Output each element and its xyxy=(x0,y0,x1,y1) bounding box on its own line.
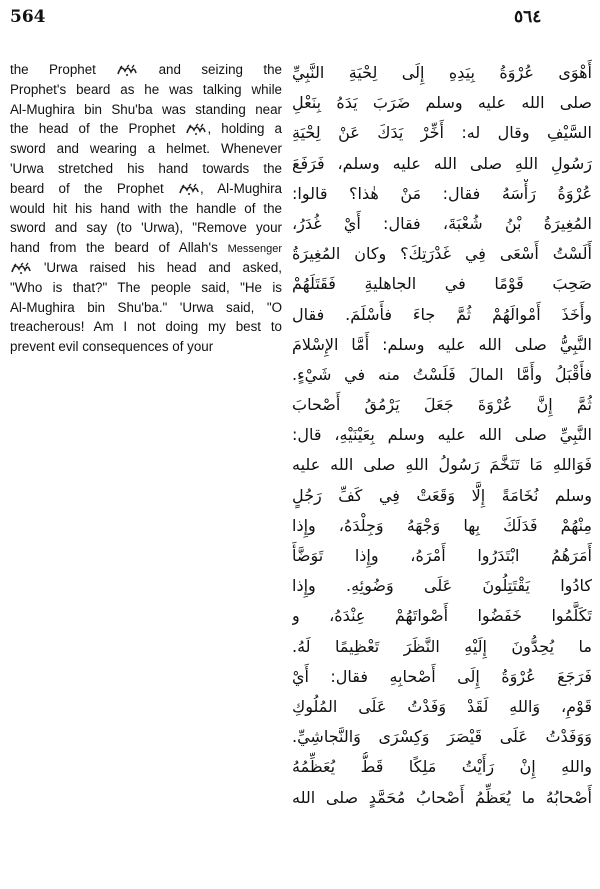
english-text: the head of the Prophet xyxy=(10,121,186,137)
english-text: would hit his hand with the handle of the xyxy=(10,200,282,216)
english-line xyxy=(10,199,282,219)
arabic-line: قَوْمِ، وَاللهِ لَقَدْ وَفَدْتُ عَلَى المُلُوكِ xyxy=(292,696,592,716)
english-translation xyxy=(10,60,282,357)
english-text: treacherous! Am I not doing my best to xyxy=(10,319,282,335)
english-line xyxy=(10,238,282,258)
english-text: "Who is that?" The people said, "He is xyxy=(10,279,282,295)
arabic-line: صلى الله عليه وسلم ضَرَبَ يَدَهُ بِنَعْلِ xyxy=(292,93,592,113)
arabic-line: النَّبِيُّ صلى الله عليه وسلم: أَمَّا الإِسْلامَ xyxy=(292,334,592,354)
english-line xyxy=(10,139,282,159)
arabic-line: وَوَفَدْتُ عَلَى قَيْصَرَ وَكِسْرَى وَالنَّجاشِيِّ. xyxy=(292,727,592,747)
arabic-line: عُرْوَةُ رَأْسَهُ فقال: مَنْ هٰذا؟ قالوا: xyxy=(292,183,592,203)
english-line xyxy=(10,337,282,357)
english-text: sword and wearing a helmet. Whenever xyxy=(10,141,282,157)
arabic-line: أَمَرَهُمُ ابْتَدَرُوا أَمْرَهُ، وإِذا تَوَضَّأَ xyxy=(292,546,592,565)
english-line xyxy=(10,119,282,139)
arabic-line: فَوَاللهِ مَا تَنَخَّمَ رَسُولُ اللهِ صلى الله عليه xyxy=(292,455,592,475)
arabic-line: أَهْوَى عُرْوَةُ بِيَدِهِ إِلَى لِحْيَةِ النَّبِيِّ xyxy=(292,63,592,82)
arabic-line: رَسُولِ اللهِ صلى الله عليه وسلم، فَرَفَعَ xyxy=(292,153,592,173)
peace-be-upon-him-seal-icon xyxy=(178,181,200,196)
arabic-line: أَصْحابُهُ ما يُعَظِّمُ أَصْحابُ مُحَمَّدٍ صلى الله xyxy=(292,787,592,807)
arabic-line: فَرَجَعَ عُرْوَةُ إِلَى أَصْحابِهِ فقال: أَيْ xyxy=(292,666,592,686)
english-text: , Al-Mughira xyxy=(200,180,282,196)
arabic-line: كادُوا يَقْتَتِلُونَ عَلَى وَضُوئِهِ. وإِذا xyxy=(292,576,592,596)
english-line xyxy=(10,218,282,238)
english-text: beard of the Prophet xyxy=(10,180,178,196)
english-line xyxy=(10,317,282,337)
arabic-line: النَّبِيِّ صلى الله عليه وسلم بِعَيْنَيْهِ، قال: xyxy=(292,425,592,445)
english-line xyxy=(10,258,282,278)
peace-be-upon-him-seal-icon xyxy=(116,62,138,77)
arabic-line: صَحِبَ قَوْمًا في الجاهليةِ فَقَتَلَهُمْ xyxy=(292,274,592,294)
english-text: Al-Mughira bin Shu'ba was standing near xyxy=(10,101,282,117)
arabic-line: المُغِيرَةُ بْنُ شُعْبَةَ، فقال: أَيْ غُدَرُ، xyxy=(292,213,592,233)
arabic-line: واللهِ إِنْ رَأَيْتُ مَلِكًا قَطُّ يُعَظِّمُهُ xyxy=(292,757,592,777)
arabic-line: السَّيْفِ وقال له: أَخِّرْ يَدَكَ عَنْ لِحْيَةِ xyxy=(292,123,592,143)
arabic-line: وسلم نُخَامَةً إِلَّا وَقَعَتْ فِي كَفِّ رَجُلٍ xyxy=(292,485,592,505)
english-line xyxy=(10,80,282,100)
english-line xyxy=(10,179,282,199)
peace-be-upon-him-seal-icon xyxy=(185,121,207,136)
english-line xyxy=(10,159,282,179)
english-line xyxy=(10,60,282,80)
english-text: sword and say (to 'Urwa), "Remove your xyxy=(10,220,282,236)
english-line xyxy=(10,100,282,120)
english-text: 'Urwa raised his head and asked, xyxy=(32,259,282,275)
english-text: the Prophet xyxy=(10,62,117,77)
english-text: Prophet's beard as he was talking while xyxy=(10,81,282,97)
english-text: Messenger xyxy=(227,243,282,256)
arabic-line: وأَخَذَ أَمْوالَهُمْ ثُمَّ جاءَ فأَسْلَمَ. فقال xyxy=(292,304,592,324)
page-number-latin: 564 xyxy=(10,7,46,27)
page-number-arabic: ٥٦٤ xyxy=(514,7,542,27)
arabic-line: ثُمَّ إِنَّ عُرْوَةَ جَعَلَ يَرْمُقُ أَصْحابَ xyxy=(292,395,592,415)
arabic-line: تَكَلَّمُوا خَفَضُوا أَصْواتَهُمْ عِنْدَهُ، و xyxy=(292,606,592,626)
arabic-line: مِنْهُمْ فَدَلَكَ بِها وَجْهَهُ وَجِلْدَهُ، وإِذا xyxy=(292,515,592,535)
english-line xyxy=(10,278,282,298)
english-line xyxy=(10,298,282,318)
english-text: and seizing the xyxy=(138,62,282,77)
english-text: hand from the beard of Allah's xyxy=(10,240,228,256)
english-text: prevent evil consequences of your xyxy=(10,339,214,355)
arabic-line: ما يُحِدُّونَ إِلَيْهِ النَّظَرَ تَعْظِيمًا لَهُ. xyxy=(292,636,592,656)
arabic-text xyxy=(292,58,592,813)
english-text: Al-Mughira bin Shu'ba." 'Urwa said, "O xyxy=(10,299,282,315)
english-text: 'Urwa stretched his hand towards the xyxy=(10,160,282,176)
arabic-line: أَلَسْتُ أَسْعَى فِي غَدْرَتِكَ؟ وكان المُغِيرَةُ xyxy=(292,244,592,264)
peace-be-upon-him-seal-icon xyxy=(10,260,32,275)
english-text: , holding a xyxy=(207,121,282,137)
arabic-line: فأَقْبَلُ وأَمَّا المالَ فَلَسْتُ منه في شَيْءٍ. xyxy=(292,364,592,384)
